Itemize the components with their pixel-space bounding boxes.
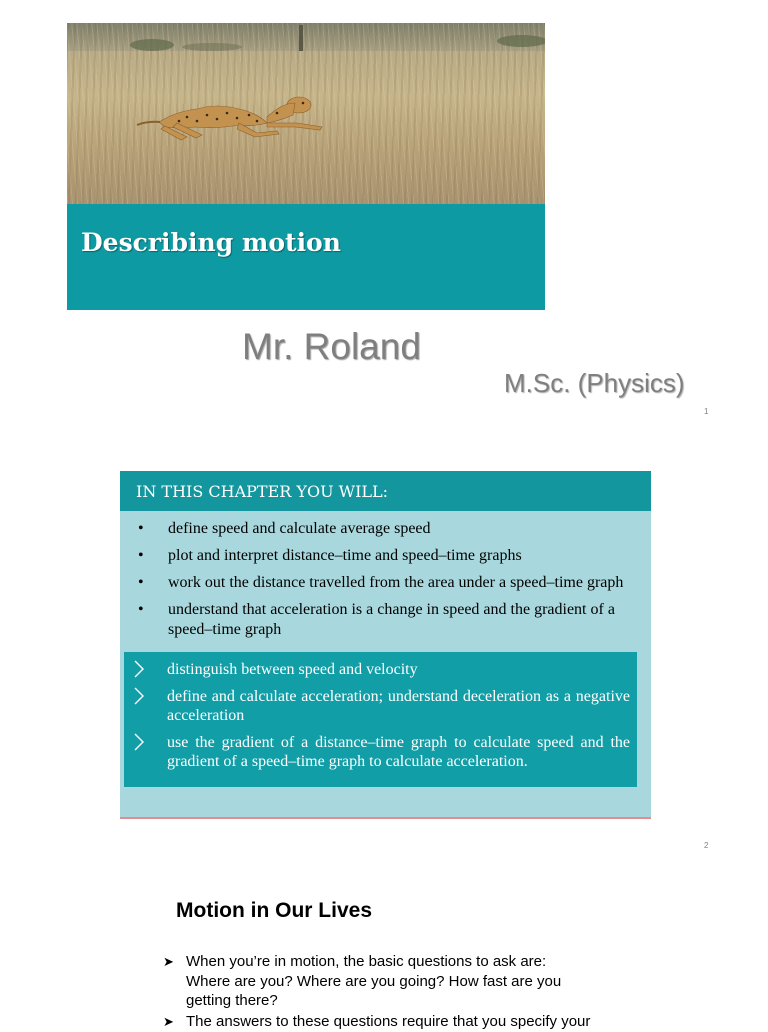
title-band: [67, 204, 545, 310]
extension-item: use the gradient of a distance–time graph to calculate speed and the gradient of a speed–time graph to calculate acceleration.: [167, 734, 630, 770]
extension-item: define and calculate acceleration; understand deceleration as a negative acceleration: [167, 688, 630, 724]
arrow-bullet-icon: ➤: [163, 1013, 174, 1029]
motion-list: [163, 952, 593, 1032]
list-item: • plot and interpret distance–time and speed–time graphs: [138, 547, 522, 564]
chapter-objectives-box: [120, 471, 651, 819]
page-number-2: 2: [704, 841, 709, 850]
arrow-bullet-icon: ➤: [163, 954, 174, 969]
list-item: ➤ When you’re in motion, the basic questions to ask are: Where are you? Where are you going? How fast are you getting there?: [163, 953, 562, 1009]
list-item: • define speed and calculate average speed: [138, 520, 431, 537]
chevron-right-icon: [133, 659, 145, 679]
slide-title: Describing motion: [81, 228, 341, 257]
author-name: Mr. Roland: [242, 326, 421, 367]
chevron-right-icon: [133, 686, 145, 706]
chapter-header-text: IN THIS CHAPTER YOU WILL:: [136, 482, 389, 501]
list-item: ➤ The answers to these questions require that you specify your: [163, 1012, 591, 1030]
author-degree: M.Sc. (Physics): [504, 368, 685, 398]
extension-box: [124, 652, 637, 787]
chapter-header: [120, 471, 651, 511]
section-title: Motion in Our Lives: [176, 899, 373, 922]
list-item: • work out the distance travelled from the area under a speed–time graph: [138, 574, 624, 591]
cheetah-illustration: [67, 23, 545, 204]
chevron-right-icon: [133, 732, 145, 752]
list-item: • understand that acceleration is a change in speed and the gradient of a speed–time graph: [138, 601, 615, 638]
cheetah-photo: [67, 23, 545, 204]
extension-item: distinguish between speed and velocity: [167, 661, 418, 678]
page-number-1: 1: [704, 407, 709, 416]
objectives-list: [120, 519, 651, 647]
